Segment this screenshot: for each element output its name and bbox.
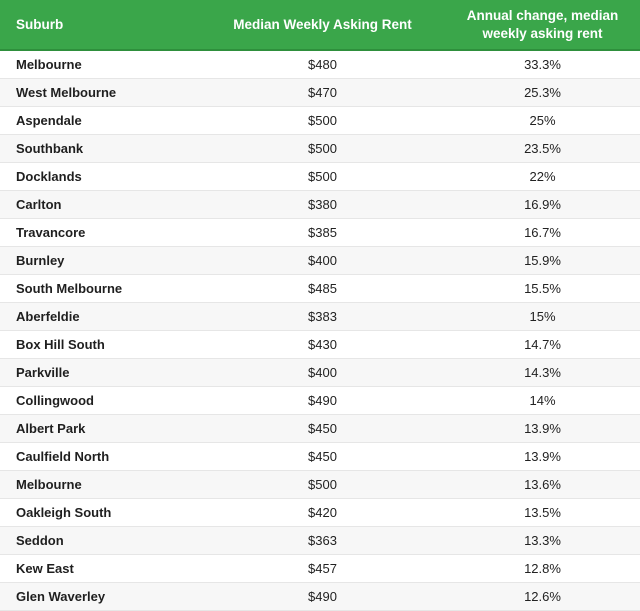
cell-rent: $400 xyxy=(200,359,445,387)
cell-rent: $450 xyxy=(200,443,445,471)
cell-suburb: Carlton xyxy=(0,191,200,219)
cell-suburb: Melbourne xyxy=(0,471,200,499)
cell-suburb: Glen Waverley xyxy=(0,583,200,611)
cell-suburb: Oakleigh South xyxy=(0,499,200,527)
cell-change: 12.6% xyxy=(445,583,640,611)
cell-rent: $500 xyxy=(200,135,445,163)
cell-change: 14.7% xyxy=(445,331,640,359)
cell-suburb: Travancore xyxy=(0,219,200,247)
column-header-rent: Median Weekly Asking Rent xyxy=(200,0,445,50)
cell-change: 25.3% xyxy=(445,79,640,107)
table-row xyxy=(0,387,640,415)
cell-change: 23.5% xyxy=(445,135,640,163)
cell-suburb: Collingwood xyxy=(0,387,200,415)
cell-suburb: West Melbourne xyxy=(0,79,200,107)
cell-change: 14.3% xyxy=(445,359,640,387)
cell-rent: $385 xyxy=(200,219,445,247)
cell-suburb: Southbank xyxy=(0,135,200,163)
cell-suburb: Parkville xyxy=(0,359,200,387)
cell-change: 14% xyxy=(445,387,640,415)
cell-change: 13.3% xyxy=(445,527,640,555)
table-row xyxy=(0,247,640,275)
column-header-suburb: Suburb xyxy=(0,0,200,50)
cell-suburb: Kew East xyxy=(0,555,200,583)
cell-change: 33.3% xyxy=(445,50,640,79)
cell-suburb: South Melbourne xyxy=(0,275,200,303)
cell-suburb: Melbourne xyxy=(0,50,200,79)
table-row xyxy=(0,50,640,79)
cell-change: 13.9% xyxy=(445,443,640,471)
cell-suburb: Box Hill South xyxy=(0,331,200,359)
cell-rent: $490 xyxy=(200,583,445,611)
table-header xyxy=(0,0,640,50)
cell-suburb: Albert Park xyxy=(0,415,200,443)
cell-change: 15% xyxy=(445,303,640,331)
cell-rent: $380 xyxy=(200,191,445,219)
cell-suburb: Docklands xyxy=(0,163,200,191)
cell-rent: $470 xyxy=(200,79,445,107)
cell-rent: $383 xyxy=(200,303,445,331)
table-row xyxy=(0,499,640,527)
cell-change: 16.9% xyxy=(445,191,640,219)
cell-suburb: Caulfield North xyxy=(0,443,200,471)
column-header-change-line1: Annual change, median xyxy=(466,7,619,23)
cell-change: 15.9% xyxy=(445,247,640,275)
table-row xyxy=(0,527,640,555)
cell-change: 15.5% xyxy=(445,275,640,303)
cell-change: 13.6% xyxy=(445,471,640,499)
header-row xyxy=(0,0,640,50)
table-row xyxy=(0,443,640,471)
cell-change: 25% xyxy=(445,107,640,135)
table-row xyxy=(0,79,640,107)
table-row xyxy=(0,163,640,191)
cell-rent: $400 xyxy=(200,247,445,275)
cell-rent: $485 xyxy=(200,275,445,303)
cell-change: 22% xyxy=(445,163,640,191)
cell-rent: $430 xyxy=(200,331,445,359)
cell-suburb: Aberfeldie xyxy=(0,303,200,331)
cell-change: 13.5% xyxy=(445,499,640,527)
table-row xyxy=(0,303,640,331)
cell-change: 12.8% xyxy=(445,555,640,583)
cell-change: 16.7% xyxy=(445,219,640,247)
cell-rent: $457 xyxy=(200,555,445,583)
cell-rent: $420 xyxy=(200,499,445,527)
table-row xyxy=(0,555,640,583)
column-header-change xyxy=(445,0,640,50)
table-row xyxy=(0,135,640,163)
table-row xyxy=(0,331,640,359)
cell-change: 13.9% xyxy=(445,415,640,443)
column-header-change-line2: weekly asking rent xyxy=(482,25,603,41)
table-row xyxy=(0,275,640,303)
cell-rent: $450 xyxy=(200,415,445,443)
table-body xyxy=(0,50,640,611)
cell-suburb: Seddon xyxy=(0,527,200,555)
table-row xyxy=(0,583,640,611)
table-row xyxy=(0,191,640,219)
cell-rent: $500 xyxy=(200,471,445,499)
table-row xyxy=(0,359,640,387)
cell-suburb: Burnley xyxy=(0,247,200,275)
cell-rent: $480 xyxy=(200,50,445,79)
cell-rent: $490 xyxy=(200,387,445,415)
cell-rent: $500 xyxy=(200,163,445,191)
table-row xyxy=(0,471,640,499)
cell-rent: $500 xyxy=(200,107,445,135)
cell-rent: $363 xyxy=(200,527,445,555)
table-row xyxy=(0,219,640,247)
table-row xyxy=(0,107,640,135)
table-row xyxy=(0,415,640,443)
cell-suburb: Aspendale xyxy=(0,107,200,135)
